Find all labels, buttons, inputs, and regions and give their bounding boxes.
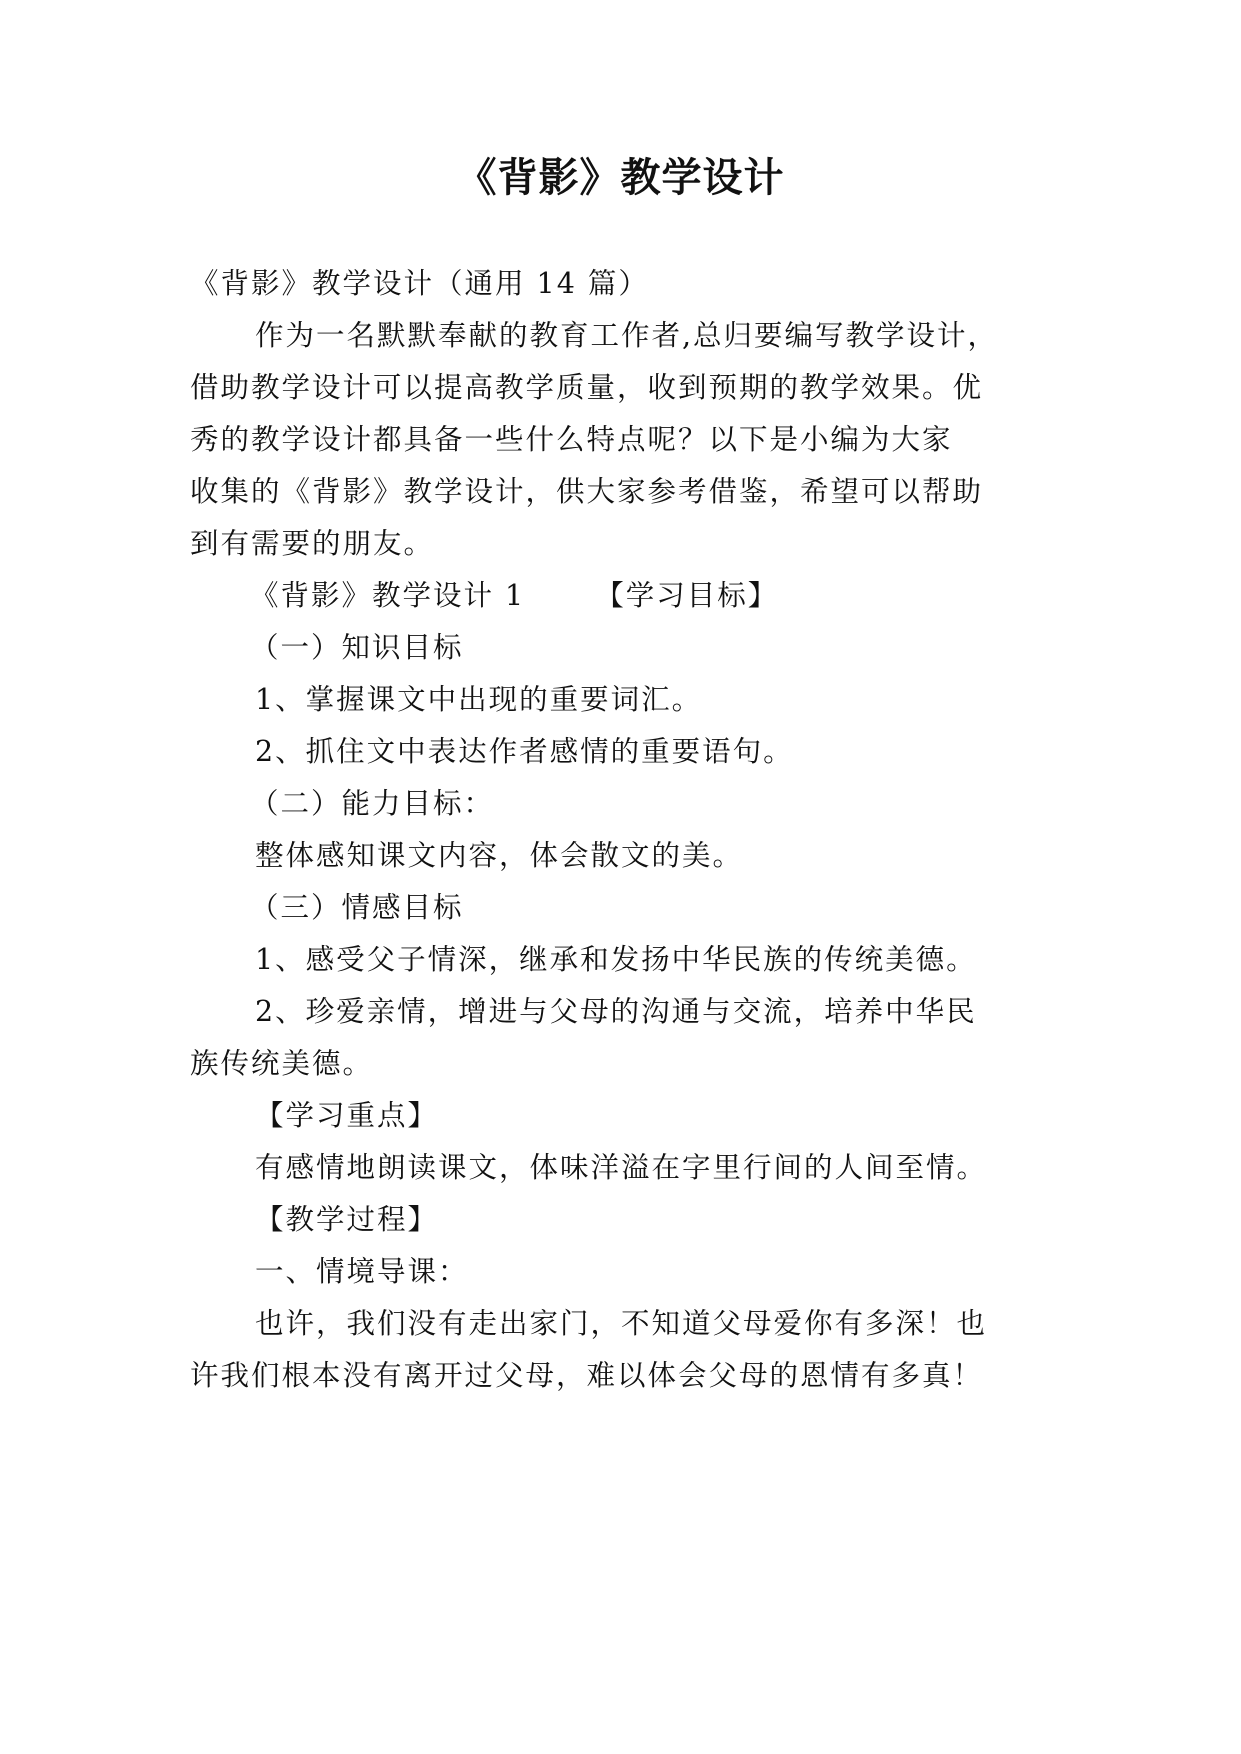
intro-line-1: 作为一名默默奉献的教育工作者,总归要编写教学设计， <box>255 319 999 352</box>
intro-line-5: 到有需要的朋友。 <box>190 527 435 560</box>
knowledge-heading: （一）知识目标 <box>250 631 464 664</box>
intro-line-2: 借助教学设计可以提高教学质量，收到预期的教学效果。优 <box>190 371 984 404</box>
section-heading: 《背影》教学设计 1 <box>250 579 526 612</box>
emotion-item-2-line-2: 族传统美德。 <box>190 1047 374 1080</box>
emotion-item-2-line-1: 2、珍爱亲情，增进与父母的沟通与交流，培养中华民 <box>255 995 977 1028</box>
step-1-line-1: 也许，我们没有走出家门，不知道父母爱你有多深！也 <box>255 1307 988 1340</box>
step-1-heading: 一、情境导课： <box>255 1255 469 1288</box>
intro-line-3: 秀的教学设计都具备一些什么特点呢？以下是小编为大家 <box>190 423 953 456</box>
emotion-item-1: 1、感受父子情深，继承和发扬中华民族的传统美德。 <box>255 943 977 976</box>
document-title: 《背影》教学设计 <box>456 155 785 201</box>
step-1-line-2: 许我们根本没有离开过父母，难以体会父母的恩情有多真！ <box>190 1359 984 1392</box>
process-heading: 【教学过程】 <box>255 1203 439 1236</box>
section-heading-row <box>250 576 1070 616</box>
focus-heading: 【学习重点】 <box>255 1099 439 1132</box>
intro-line-4: 收集的《背影》教学设计，供大家参考借鉴，希望可以帮助 <box>190 475 984 508</box>
objectives-heading: 【学习目标】 <box>595 579 779 612</box>
ability-text: 整体感知课文内容，体会散文的美。 <box>255 839 744 872</box>
knowledge-item-2: 2、抓住文中表达作者感情的重要语句。 <box>255 735 794 768</box>
focus-text: 有感情地朗读课文，体味洋溢在字里行间的人间至情。 <box>255 1151 988 1184</box>
document-subtitle: 《背影》教学设计（通用 14 篇） <box>190 267 649 300</box>
knowledge-item-1: 1、掌握课文中出现的重要词汇。 <box>255 683 703 716</box>
ability-heading: （二）能力目标： <box>250 787 495 820</box>
emotion-heading: （三）情感目标 <box>250 891 464 924</box>
